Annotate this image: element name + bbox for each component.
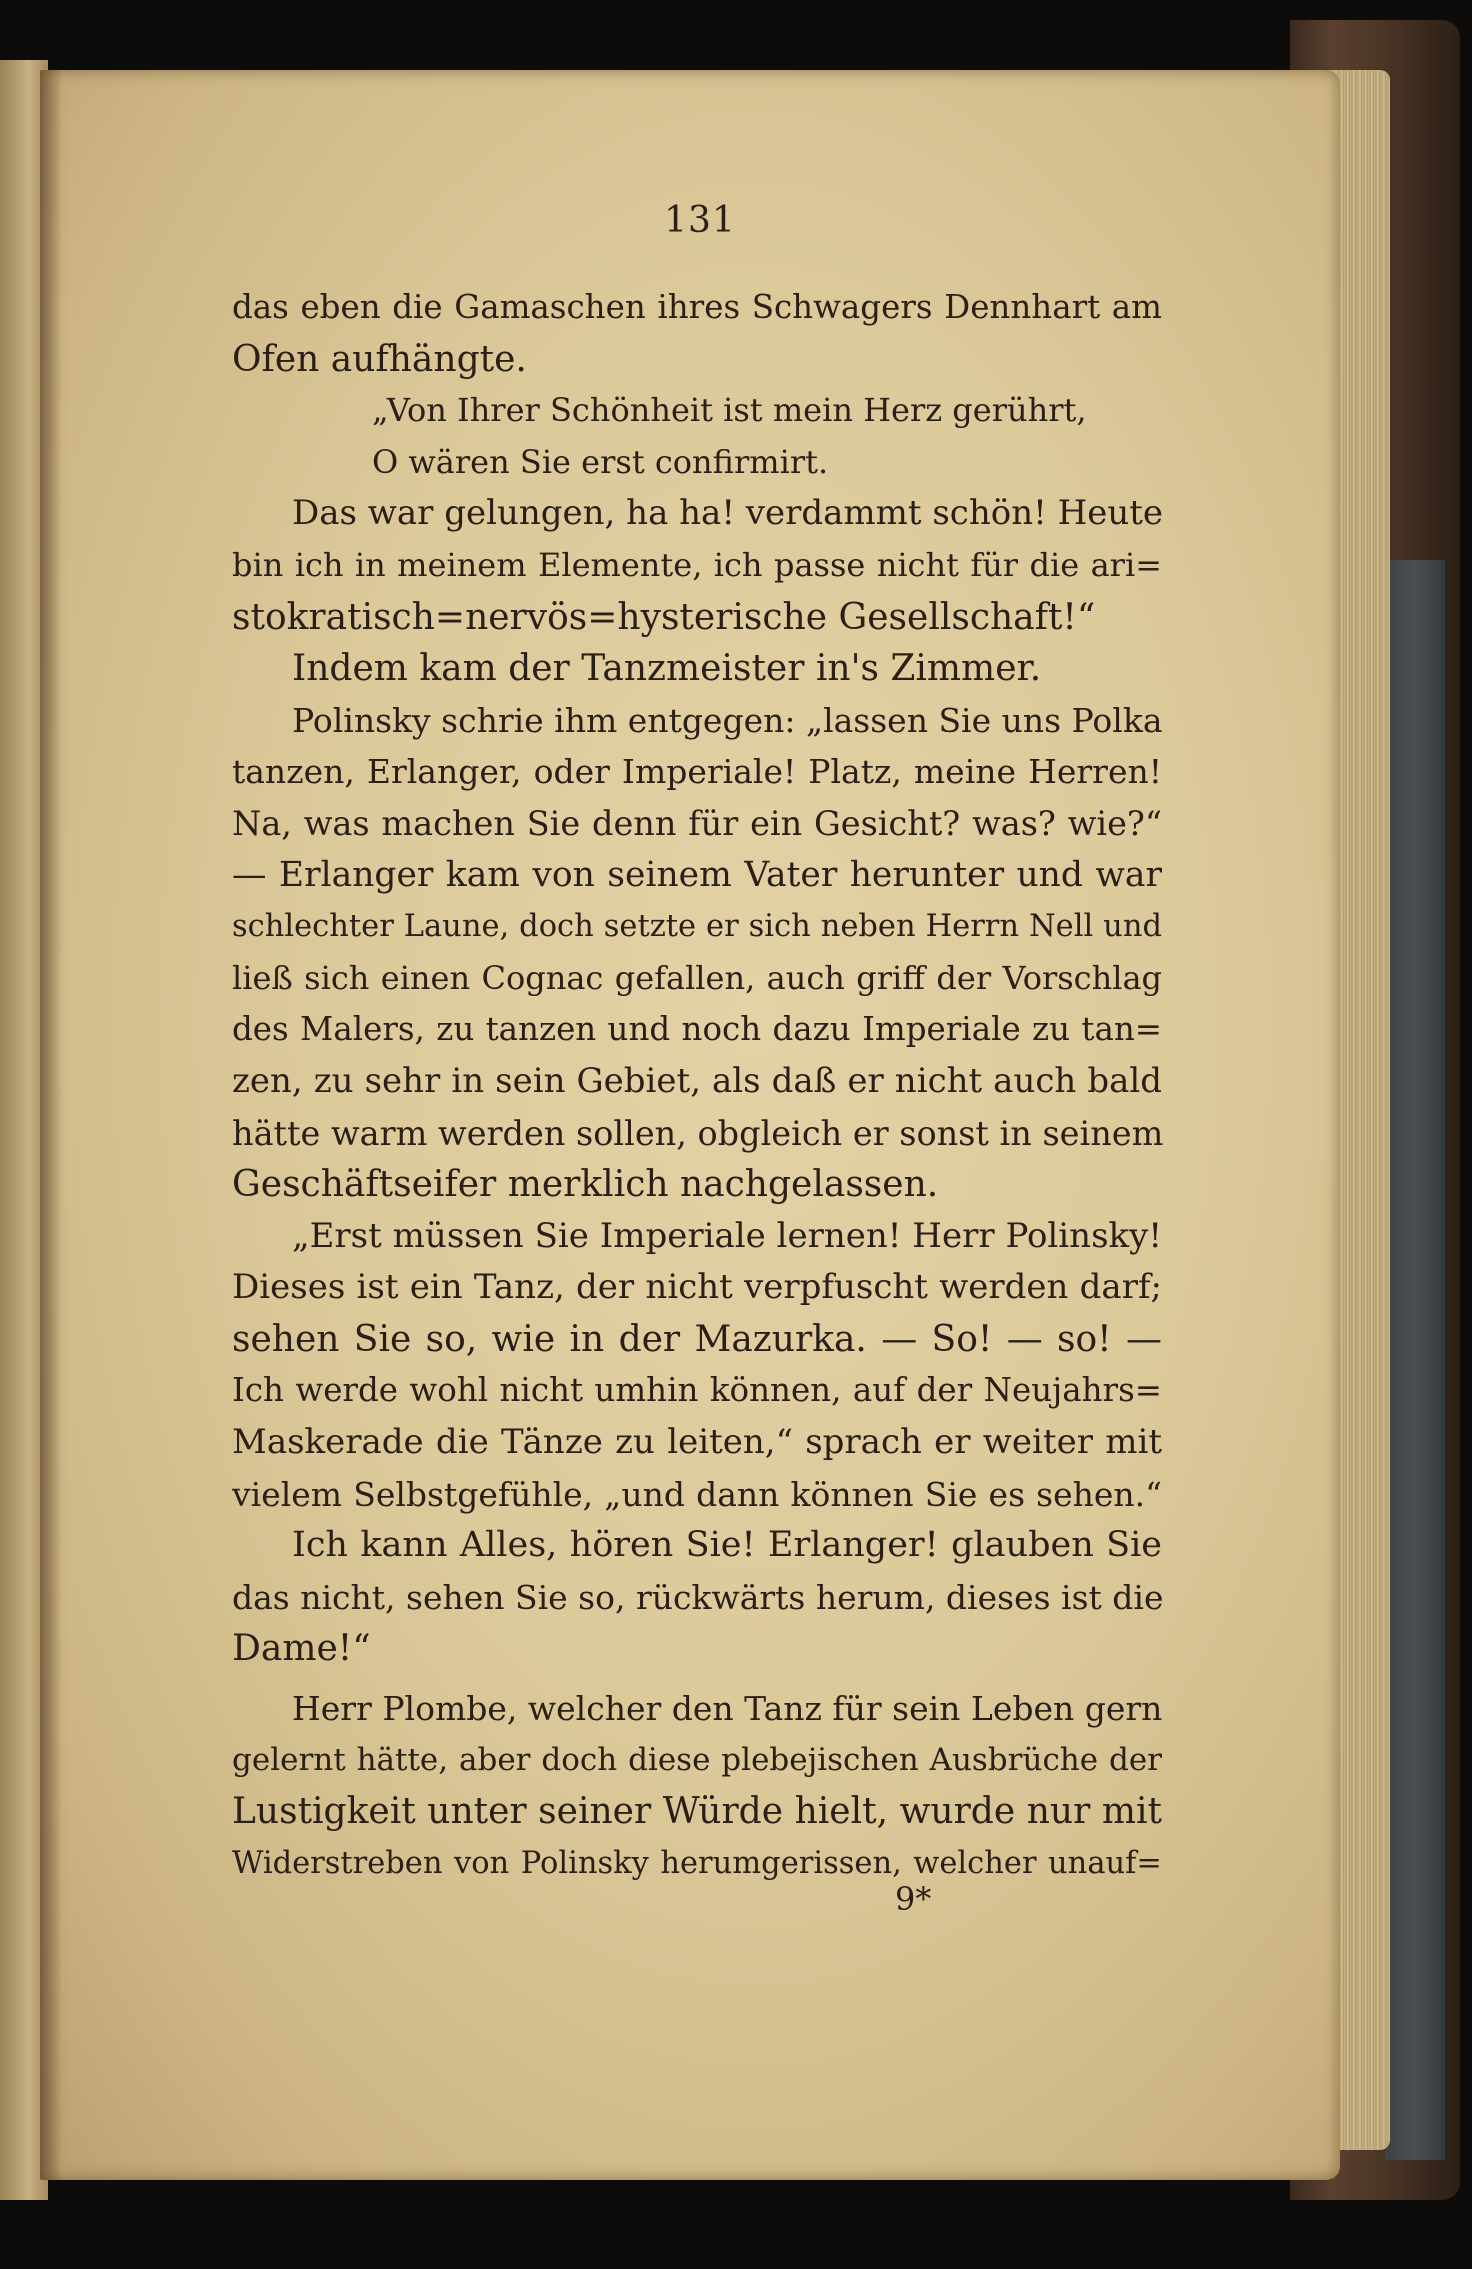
- book-cover-band: [1385, 560, 1445, 2160]
- text-line: stokratisch=nervös=hysterische Gesellschaft!“: [232, 596, 1096, 638]
- text-line: gelernt hätte, aber doch diese plebejischen Ausbrüche der: [232, 1741, 1162, 1778]
- text-line: Dieses ist ein Tanz, der nicht verpfuscht werden darf;: [232, 1267, 1162, 1308]
- text-line: hätte warm werden sollen, obgleich er sonst in seinem: [232, 1113, 1164, 1153]
- text-line: „Erst müssen Sie Imperiale lernen! Herr Polinsky!: [292, 1215, 1162, 1256]
- text-line: Na, was machen Sie denn für ein Gesicht? was? wie?“: [232, 803, 1162, 843]
- text-line: das nicht, sehen Sie so, rückwärts herum, dieses ist die: [232, 1577, 1164, 1617]
- verse-line: O wären Sie erst confirmirt.: [372, 442, 829, 481]
- signature-mark: 9*: [895, 1880, 932, 1918]
- page-number: 131: [664, 200, 736, 241]
- text-line: Ofen aufhängte.: [232, 338, 527, 380]
- text-line: bin ich in meinem Elemente, ich passe nicht für die ari=: [232, 545, 1162, 584]
- text-line: Maskerade die Tänze zu leiten,“ sprach er weiter mit: [232, 1422, 1162, 1463]
- text-line: Dame!“: [232, 1628, 371, 1670]
- text-line: das eben die Gamaschen ihres Schwagers Dennhart am: [232, 288, 1162, 326]
- text-line: Ich kann Alles, hören Sie! Erlanger! glauben Sie: [292, 1525, 1162, 1566]
- text-line: schlechter Laune, doch setzte er sich neben Herrn Nell und: [232, 909, 1162, 945]
- text-line: Widerstreben von Polinsky herumgerissen, welcher unauf=: [232, 1845, 1162, 1881]
- verse-line: „Von Ihrer Schönheit ist mein Herz gerührt,: [372, 391, 1087, 430]
- text-line: zen, zu sehr in sein Gebiet, als daß er nicht auch bald: [232, 1060, 1162, 1101]
- paragraph-gap: [232, 1675, 1162, 1683]
- text-line: sehen Sie so, wie in der Mazurka. — So! — so! —: [232, 1318, 1162, 1360]
- text-line: Indem kam der Tanzmeister in's Zimmer.: [292, 648, 1042, 690]
- text-line: Lustigkeit unter seiner Würde hielt, wurde nur mit: [232, 1791, 1162, 1833]
- text-line: Herr Plombe, welcher den Tanz für sein Leben gern: [292, 1689, 1163, 1729]
- text-line: — Erlanger kam von seinem Vater herunter und war: [232, 854, 1162, 895]
- text-line: Ich werde wohl nicht umhin können, auf der Neujahrs=: [232, 1371, 1162, 1410]
- page-text: [232, 282, 1162, 1889]
- text-line: ließ sich einen Cognac gefallen, auch griff der Vorschlag: [232, 958, 1162, 997]
- text-line: des Malers, zu tanzen und noch dazu Imperiale zu tan=: [232, 1010, 1162, 1049]
- page-gutter-shadow: [40, 70, 62, 2180]
- text-line: Das war gelungen, ha ha! verdammt schön! Heute: [292, 493, 1164, 534]
- text-line: Polinsky schrie ihm entgegen: „lassen Sie uns Polka: [292, 700, 1163, 740]
- text-line: vielem Selbstgefühle, „und dann können Sie es sehen.“: [232, 1474, 1162, 1514]
- text-line: Geschäftseifer merklich nachgelassen.: [232, 1164, 939, 1206]
- text-line: tanzen, Erlanger, oder Imperiale! Platz, meine Herren!: [232, 752, 1162, 792]
